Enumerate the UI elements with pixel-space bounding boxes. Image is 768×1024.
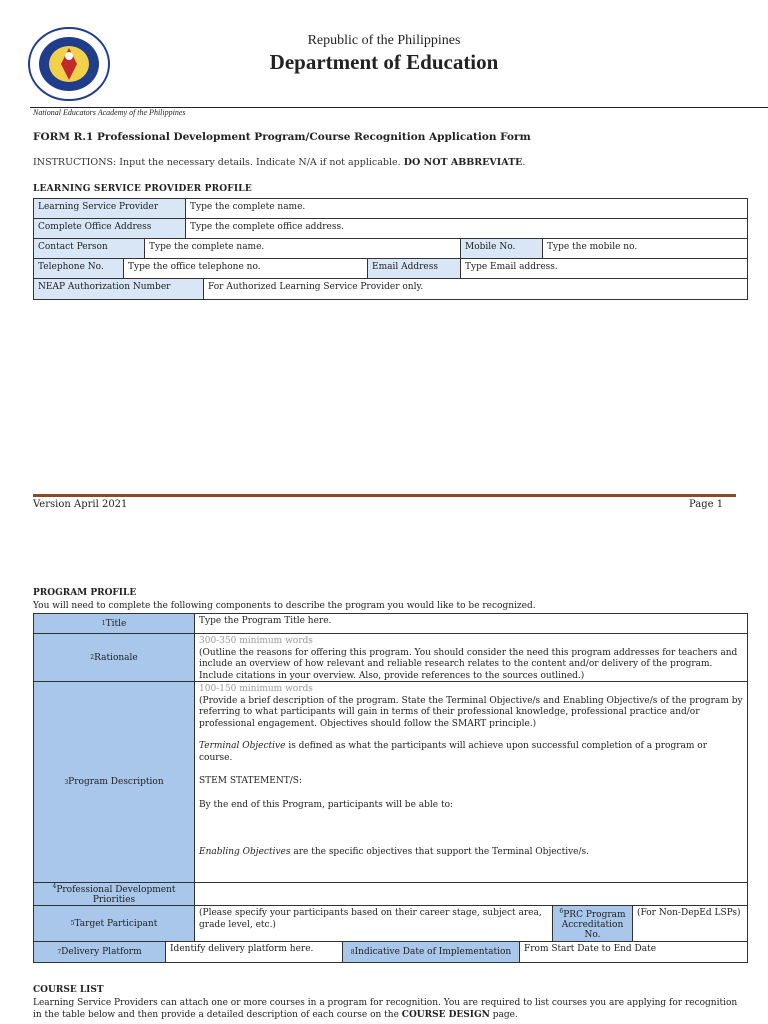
priorities-label <box>34 883 195 905</box>
prc-field[interactable]: (For Non-DepEd LSPs) <box>637 908 741 918</box>
program-row-delivery <box>34 942 747 962</box>
title-label-text: Title <box>105 618 127 629</box>
provider-field[interactable]: Type the complete name. <box>190 202 306 212</box>
course-list-body: Learning Service Providers can attach one or more courses in a program for recognition. You are required to list courses you are applying for recognition in the table below and then provide a detailed description of each course on the <box>33 998 738 1020</box>
prc-sup: 6 <box>559 907 564 915</box>
program-profile-subheading: You will need to complete the following components to describe the program you would like to be recognized. <box>33 601 536 611</box>
program-row-rationale <box>34 634 747 682</box>
provider-label: Learning Service Provider <box>34 199 186 218</box>
description-label-text: Program Description <box>68 777 164 787</box>
target-label-text: Target Participant <box>74 918 158 929</box>
rationale-text: (Outline the reasons for offering this program. You should consider the need this program addresses for teachers and include an overview of how relevant and reliable research relates to the content and/or delivery of the program. Include citations in your overview. Also, provide references to the sources outlined.) <box>199 647 738 681</box>
address-label: Complete Office Address <box>34 219 186 238</box>
delivery-sup: 7 <box>57 948 62 956</box>
footer-divider <box>33 494 736 497</box>
lsp-row-address <box>34 219 747 239</box>
title-label <box>34 614 195 633</box>
department-heading: Department of Education <box>269 50 499 74</box>
enabling-objective-text <box>199 847 743 859</box>
form-title: FORM R.1 Professional Development Program/Course Recognition Application Form <box>33 131 531 143</box>
rationale-label <box>34 634 195 681</box>
course-design-link-text: COURSE DESIGN <box>401 1010 490 1020</box>
contact-label: Contact Person <box>34 239 145 258</box>
description-hint: 100-150 minimum words <box>199 684 313 694</box>
page-number: Page 1 <box>689 499 724 510</box>
lsp-row-neap <box>34 279 747 299</box>
republic-heading: Republic of the Philippines <box>307 33 461 48</box>
lsp-row-contact <box>34 239 747 259</box>
rationale-label-text: Rationale <box>94 652 138 663</box>
delivery-label <box>34 942 166 962</box>
program-row-target <box>34 906 747 942</box>
instructions-emphasis: DO NOT ABBREVIATE <box>403 157 523 168</box>
lsp-row-telephone <box>34 259 747 279</box>
telephone-label: Telephone No. <box>34 259 124 278</box>
by-end-statement: By the end of this Program, participants will be able to: <box>199 799 454 810</box>
priorities-label-words: Professional Development Priorities <box>56 885 176 905</box>
title-sup: 1 <box>101 620 106 627</box>
mobile-field[interactable]: Type the mobile no. <box>547 242 638 252</box>
date-sup: 8 <box>350 948 355 956</box>
enabling-objective-definition: are the specific objectives that support the Terminal Objective/s. <box>290 847 590 857</box>
terminal-objective-definition: is defined as what the participants will achieve upon successful completion of a program or course. <box>199 741 707 763</box>
neap-authorization-label: NEAP Authorization Number <box>34 279 204 299</box>
delivery-field[interactable]: Identify delivery platform here. <box>166 942 343 962</box>
rationale-hint: 300-350 minimum words <box>199 636 313 646</box>
date-label-text: Indicative Date of Implementation <box>354 947 512 957</box>
neap-authorization-field[interactable]: For Authorized Learning Service Provider only. <box>208 282 424 292</box>
prc-label-text <box>557 908 628 940</box>
course-list-end: page. <box>489 1010 518 1020</box>
date-field[interactable]: From Start Date to End Date <box>524 944 657 954</box>
lsp-profile-table <box>33 198 748 300</box>
priorities-field[interactable] <box>195 883 747 905</box>
instructions <box>33 157 525 168</box>
description-field[interactable] <box>195 682 747 882</box>
email-field[interactable]: Type Email address. <box>465 262 558 272</box>
rationale-sup: 2 <box>90 654 95 661</box>
contact-field[interactable]: Type the complete name. <box>145 239 461 258</box>
course-list-text <box>33 997 748 1021</box>
instructions-text: INSTRUCTIONS: Input the necessary details. Indicate N/A if not applicable. <box>33 157 404 168</box>
instructions-end: . <box>522 157 526 168</box>
rationale-field[interactable] <box>195 634 747 681</box>
priorities-label-text <box>38 883 190 905</box>
target-label <box>34 906 195 941</box>
title-field[interactable]: Type the Program Title here. <box>199 616 332 626</box>
course-list-heading: COURSE LIST <box>33 985 104 995</box>
telephone-field[interactable]: Type the office telephone no. <box>124 259 368 278</box>
neap-caption: National Educators Academy of the Philippines <box>33 108 186 117</box>
delivery-label-text: Delivery Platform <box>61 947 142 957</box>
program-profile-heading: PROGRAM PROFILE <box>33 588 137 598</box>
email-label: Email Address <box>368 259 461 278</box>
target-sup: 5 <box>70 920 75 927</box>
enabling-objective-term: Enabling Objectives <box>199 847 291 857</box>
lsp-row-provider <box>34 199 747 219</box>
program-row-priorities <box>34 883 747 906</box>
version-label: Version April 2021 <box>33 499 128 510</box>
target-field[interactable]: (Please specify your participants based on their career stage, subject area, grade level, etc.) <box>195 906 553 941</box>
terminal-objective-text <box>199 741 743 764</box>
date-label <box>343 942 520 962</box>
description-sup: 3 <box>64 778 69 786</box>
stem-statement: STEM STATEMENT/S: <box>199 776 302 786</box>
lsp-profile-heading: LEARNING SERVICE PROVIDER PROFILE <box>33 184 252 194</box>
address-field[interactable]: Type the complete office address. <box>190 222 344 232</box>
mobile-label: Mobile No. <box>461 239 543 258</box>
description-text: (Provide a brief description of the program. State the Terminal Objective/s and Enabling Objective/s of the program by referring to what participants will gain in terms of their professional knowledge, professional practice and/or professional engagement. Objectives should follow the SMART principle.) <box>199 695 743 729</box>
prc-label-words: PRC Program Accreditation No. <box>561 909 626 940</box>
program-profile-table <box>33 613 748 963</box>
terminal-objective-term: Terminal Objective <box>199 741 286 751</box>
description-label <box>34 682 195 882</box>
prc-label <box>553 906 633 941</box>
program-row-description <box>34 682 747 883</box>
priorities-sup: 4 <box>52 883 57 890</box>
program-row-title <box>34 614 747 634</box>
